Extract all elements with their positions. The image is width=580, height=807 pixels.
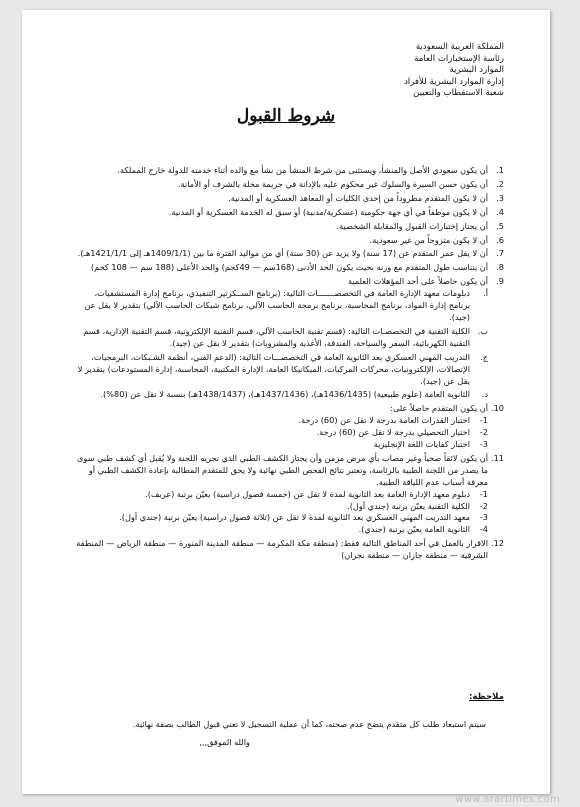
rank-text: الثانوية العامة يعيّن برتبة (جندي). [358, 524, 470, 535]
rank-item [72, 501, 488, 513]
rank-text: دبلوم معهد الإدارة العامة بعد الثانوية لمدة لا تقل عن (خمسة فصول دراسية) يعيّن برتبة (عريف). [145, 488, 470, 499]
note-label: ملاحظة: [468, 692, 504, 702]
condition-item [72, 538, 504, 562]
page-title: شروط القبول [236, 106, 336, 126]
qualification-text: الكلية التقنية في التخصصـات التالية: (قسم تقنية الحاسب الآلي، قسم التقنية الإلكترونية، قسم التقنية الإدارية، قسم التقنية الكهربائية، السفر والسياحة، الفندقة، الأغذية والمشروبات) بتقدير لا يقل عن (جيد). [83, 325, 470, 348]
rank-text: الكلية التقنية يعيّن برتبة (جندي أول). [347, 500, 470, 511]
condition-item [72, 179, 504, 191]
condition-item [72, 262, 504, 274]
rank-number: 1- [479, 488, 488, 499]
rank-number: 2- [479, 500, 488, 511]
letterhead-line: المملكة العربية السعودية [415, 42, 504, 52]
condition-number: 2. [496, 178, 504, 189]
rank-number: 4- [479, 524, 488, 535]
test-number: 3- [479, 439, 488, 450]
condition-text: أن يكون لائقاً صحياً وغير مصاب بأي مرض مزمن وأن يجتاز الكشف الطبي الذي تجريه اللجنة ولا يُقبل أي كشف طبي سوى ما يصدر من اللجنة الطبية بالرئاسة، وتعتبر نتائج الفحص الطبي نهائية ولا يحق للمتقدم المطالبة بإعادة الكشف الطبي أو معرفة أسباب عدم اللياقة الطبية. [77, 452, 488, 487]
qualification-item [72, 326, 488, 350]
condition-number: 5. [496, 220, 504, 231]
rank-item [72, 524, 488, 536]
test-text: اختبار التحصيلي بدرجة لا تقل عن (60) درجة. [316, 427, 470, 438]
condition-number: 10. [490, 403, 504, 414]
condition-item [72, 403, 504, 415]
condition-item [72, 248, 504, 260]
condition-text: أن يتناسب طول المتقدم مع وزنه بحيث يكون الحد الأدنى (168سم — 49كجم) والحد الأعلى (188 سم — 108 كجم) [90, 262, 488, 273]
condition-number: 7. [496, 248, 504, 259]
condition-number: 11. [490, 452, 504, 463]
ranks-list [72, 489, 488, 537]
qualification-text: الثانوية العامة (علوم طبيعية) (1436/1435هـ)، (1437/1436هـ)، (1438/1437هـ) بنسبة لا تقل عن (80%). [100, 389, 470, 400]
condition-item [72, 165, 504, 177]
watermark-text: www.arartimes.com [455, 794, 560, 805]
test-item [72, 415, 488, 427]
condition-text: أن لا يكون موظفاً في أي جهة حكومية (عسكرية/مدنية) أو سبق له الخدمة العسكرية أو المدنية. [168, 206, 488, 217]
letterhead-line: شعبة الاستقطاب والتعيين [413, 88, 504, 99]
condition-item [72, 193, 504, 205]
rank-item [72, 489, 488, 501]
conditions-list [72, 165, 504, 562]
test-number: 1- [479, 415, 488, 426]
letterhead-line: الموارد البشرية [449, 65, 504, 76]
closing-text: والله الموفق,,, [199, 737, 250, 747]
qualification-letter: ج. [480, 351, 488, 362]
qualification-text: دبلومات معهد الإدارة العامة في التخصصـــــــات التالية: (برنامج الســكرتير التنفيذي، برنامج إدارة المستشفيات، برنامج إدارة المواد، برنامج المحاسبة، برنامج برمجة الحاسب الآلي، برنامج شبكات الحاسب الآلي) بتقدير لا يقل عن (جيد). [84, 288, 470, 322]
qualification-item [72, 352, 488, 388]
qualification-item [72, 389, 488, 401]
letterhead-line: رئاسة الإستخبارات العامة [414, 53, 504, 64]
rank-item [72, 512, 488, 524]
condition-text: أن يكون حسن السيرة والسلوك غير محكوم عليه بالإدانة في جريمة مخلة بالشرف أو الأمانة. [177, 178, 488, 189]
note-text: سيتم استبعاد طلب كل متقدم يتضح عدم صحته، كما أن عملية التسجيل لا تعني قبول الطالب بصفة نهائية. [132, 719, 486, 729]
condition-number: 9. [496, 276, 504, 287]
condition-text: أن يجتاز إختبارات القبول والمقابلة الشخصية. [336, 220, 488, 231]
qualification-item [72, 288, 488, 324]
letterhead-line: إدارة الموارد البشرية للأفراد [403, 76, 504, 87]
condition-text: أن يكون سعودي الأصل والمنشأ، ويستثنى من شرط المنشأ من نشأ مع والده أثناء خدمته للدولة خارج المملكة. [117, 165, 488, 175]
qualification-letter: د. [481, 389, 488, 400]
condition-text: أن يكون المتقدم حاصلاً على: [390, 403, 488, 414]
condition-text: أن لا يكون المتقدم مطروداً من إحدى الكليات أو المعاهد العسكرية أو المدنية. [228, 192, 488, 203]
condition-number: 12. [490, 538, 504, 549]
test-text: اختبار القدرات العامة بدرجة لا تقل عن (60) درجة. [298, 415, 470, 426]
condition-item [72, 453, 504, 489]
test-item [72, 427, 488, 439]
tests-list [72, 415, 488, 451]
letterhead [304, 42, 504, 100]
condition-text: أن لا يقل عمر المتقدم عن (17 سنة) ولا يزيد عن (30 سنة) أي من مواليد الفترة ما بين (1409/1/1هـ إلى 1421/1/1هـ). [77, 248, 488, 259]
condition-number: 8. [496, 262, 504, 273]
document-page [22, 10, 550, 794]
condition-number: 1. [496, 165, 504, 175]
test-number: 2- [479, 427, 488, 438]
qualification-letter: ب. [477, 325, 488, 336]
qualification-letter: أ. [483, 288, 488, 299]
condition-text: الاقرار بالعمل في أحد المناطق التالية فقط: (منطقة مكة المكرمة — منطقة المدينة المنورة — منطقة الرياض — المنطقة الشرقية — منطقة جازان — منطقة نجران) [76, 538, 488, 561]
test-item [72, 439, 488, 451]
qualification-text: التدريب المهني العسكري بعد الثانوية العامة في التخصصـــات التالية: (الدعم الفني، أنظمة الشـبكات، البرمجيات، الإتصالات، الإلكترونيات، محركات المركبات، الميكانيكا العامة، الإدارة المكتبية، المحاسبة، إدارة المستودعات) بتقدير لا يقل عن (جيد). [77, 351, 470, 386]
condition-text: أن يكون حاصلاً على أحد المؤهلات العلمية [347, 276, 488, 287]
condition-number: 6. [496, 234, 504, 245]
condition-item [72, 207, 504, 219]
rank-text: معهد التدريب المهني العسكري بعد الثانوية لمدة لا تقل عن (ثلاثة فصول دراسية) يعيّن برتبة (جندي أول). [119, 512, 470, 523]
condition-number: 3. [496, 192, 504, 203]
condition-text: أن لا يكون متزوجاً من غير سعودية. [369, 234, 488, 245]
condition-item [72, 221, 504, 233]
condition-item [72, 276, 504, 288]
rank-number: 3- [479, 512, 488, 523]
condition-number: 4. [496, 206, 504, 217]
qualifications-list [72, 288, 488, 401]
test-text: اختبار كفايات اللغة الإنجليزية [373, 439, 470, 450]
condition-item [72, 235, 504, 247]
